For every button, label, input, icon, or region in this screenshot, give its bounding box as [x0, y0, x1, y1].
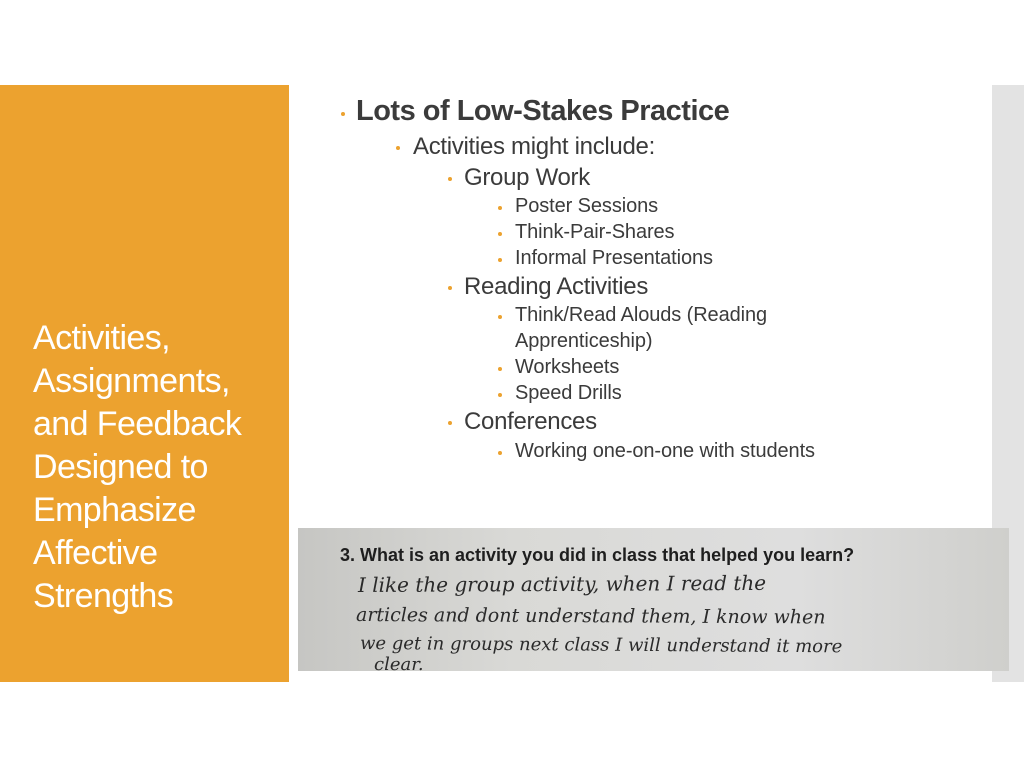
bullet-dot: [498, 367, 502, 371]
bullet-think-pair-shares: Think-Pair-Shares: [515, 221, 675, 243]
survey-response-svg: [298, 528, 1009, 671]
title-line: Designed to: [33, 448, 208, 486]
bullet-worksheets: Worksheets: [515, 356, 620, 378]
bullet-dot: [498, 315, 502, 319]
title-line: Assignments,: [33, 362, 230, 400]
bullet-reading-activities: Reading Activities: [464, 273, 649, 300]
title-line: Affective: [33, 534, 158, 572]
bullet-speed-drills: Speed Drills: [515, 382, 622, 404]
bullet-dot: [448, 421, 452, 425]
title-line: and Feedback: [33, 405, 242, 443]
bullet-group-work: Group Work: [464, 164, 590, 191]
title-line: Strengths: [33, 577, 174, 615]
handwriting-line-1: I like the group activity, when I read the: [357, 570, 767, 597]
handwriting-line-4: clear.: [374, 654, 424, 671]
title-line: Activities,: [33, 319, 170, 357]
bullet-dot: [396, 146, 400, 150]
bullet-working-one-on-one: Working one-on-one with students: [515, 440, 815, 462]
bullet-dot: [448, 177, 452, 181]
bullet-dot: [498, 451, 502, 455]
bullet-dot: [498, 393, 502, 397]
handwriting-line-2: articles and dont understand them, I know when: [355, 604, 826, 629]
handwriting-line-3: we get in groups next class I will understand it more: [359, 633, 843, 658]
bullet-dot: [498, 258, 502, 262]
bullet-dot: [498, 232, 502, 236]
bullet-conferences: Conferences: [464, 408, 597, 435]
bullet-poster-sessions: Poster Sessions: [515, 195, 659, 217]
bullet-informal-presentations: Informal Presentations: [515, 247, 713, 269]
survey-response-photo: [298, 528, 1009, 671]
bullet-think-read-alouds: Think/Read Alouds (Reading: [515, 304, 767, 326]
bullet-dot: [341, 112, 345, 116]
bullet-main: Lots of Low-Stakes Practice: [356, 95, 730, 127]
survey-question: 3. What is an activity you did in class that helped you learn?: [340, 545, 855, 565]
title-line: Emphasize: [33, 491, 196, 529]
bullet-dot: [448, 286, 452, 290]
bullet-think-read-alouds-cont: Apprenticeship): [515, 330, 653, 352]
bullet-intro: Activities might include:: [413, 133, 655, 160]
bullet-dot: [498, 206, 502, 210]
